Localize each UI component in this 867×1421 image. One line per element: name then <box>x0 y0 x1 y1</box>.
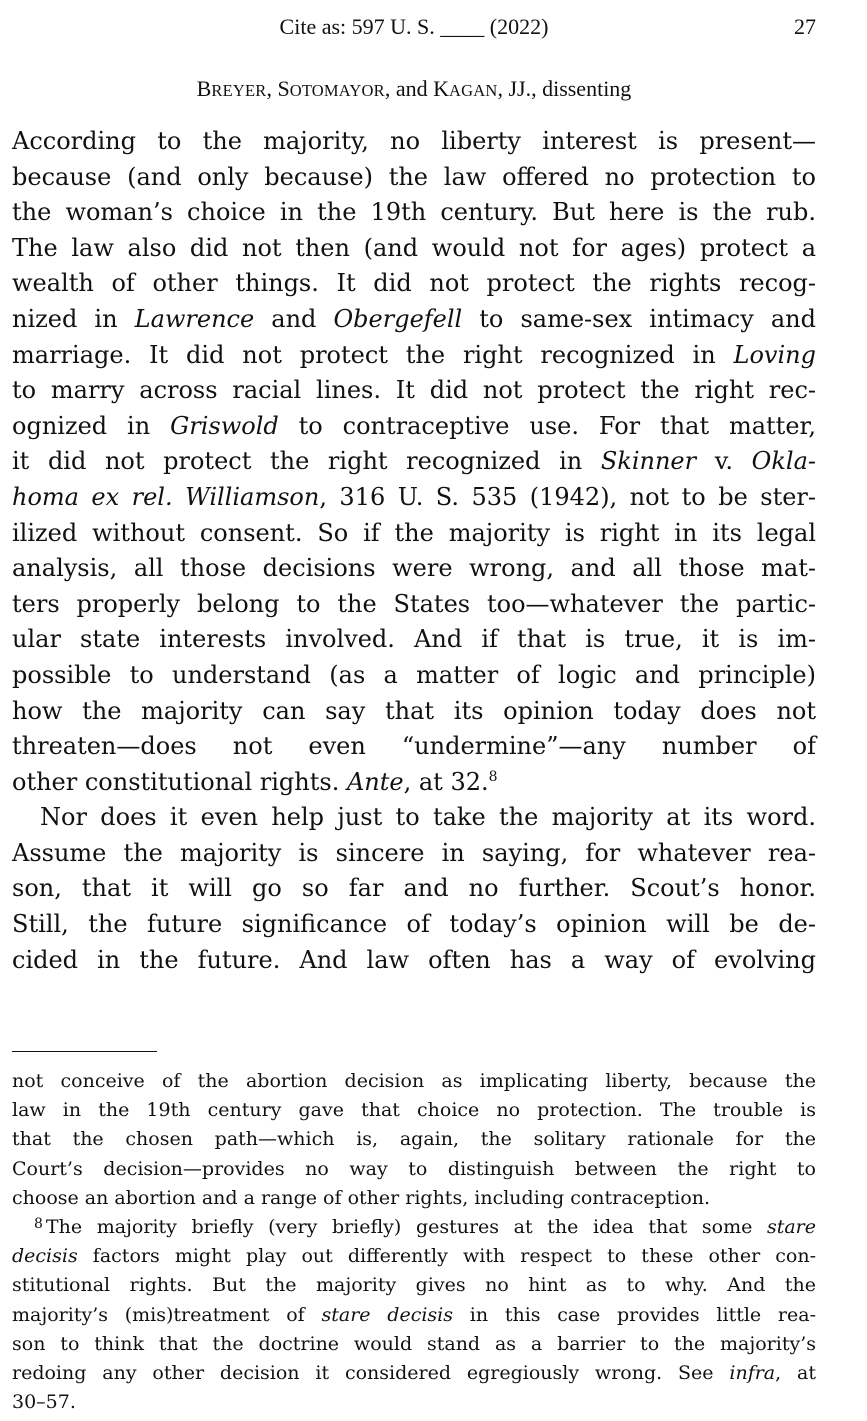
name-sotomayor-smallcaps: OTOMAYOR <box>289 81 385 100</box>
text-line: to marry across racial lines. It did not protect the right rec- <box>12 376 816 405</box>
text-run: , 316 U. S. 535 (1942), not to be ster- <box>319 482 816 511</box>
text-line <box>12 302 816 338</box>
text-run: it did not protect the right recognized in <box>12 447 601 476</box>
initial-b: B <box>196 76 212 101</box>
text-line <box>12 480 816 516</box>
text-run: marriage. It did not protect the right recognized in <box>12 340 734 369</box>
footnote-line: law in the 19th century gave that choice no protection. The trouble is <box>12 1099 816 1122</box>
text-line: analysis, all those decisions were wrong, and all those mat- <box>12 554 816 583</box>
case-name-williamson: homa ex rel. Williamson <box>12 482 320 511</box>
text-line: Nor does it even help just to take the majority at its word. <box>40 803 816 832</box>
footnote-line <box>12 1359 816 1388</box>
footnote-line <box>12 1242 816 1271</box>
text-run: other constitutional rights. <box>12 767 347 796</box>
name-breyer-smallcaps: REYER <box>211 81 267 100</box>
footnote-line: that the chosen path—which is, again, the solitary rationale for the <box>12 1128 816 1151</box>
footnote-8-line <box>12 1213 816 1242</box>
case-name-oklahoma: Okla- <box>751 447 816 476</box>
text-line: son, that it will go so far and no further. Scout’s honor. <box>12 874 816 903</box>
case-name-griswold: Griswold <box>170 411 279 440</box>
latin-term: stare <box>766 1215 816 1238</box>
text-run: The majority briefly (very briefly) gestures at the idea that some <box>45 1215 767 1238</box>
text-run: factors might play out differently with respect to these other con- <box>77 1245 816 1268</box>
text-line: Still, the future significance of today’s opinion will be de- <box>12 910 816 939</box>
text-run: to same-sex intimacy and <box>462 304 816 333</box>
footnote-line: not conceive of the abortion decision as implicating liberty, because the <box>12 1070 816 1092</box>
footnote-line: stitutional rights. But the majority gives no hint as to why. And the <box>12 1274 816 1297</box>
text-line: wealth of other things. It did not protect the rights recog- <box>12 269 816 298</box>
text-line: because (and only because) the law offered no protection to <box>12 162 816 191</box>
justices-dissenting-header: BREYER, SOTOMAYOR, and KAGAN, JJ., dissenting <box>196 76 632 101</box>
text-line <box>12 444 816 480</box>
text-line <box>12 338 816 374</box>
text-run: in this case provides little rea- <box>453 1303 817 1326</box>
text-line <box>12 765 816 801</box>
text-run: and <box>254 304 334 333</box>
text-line: the woman’s choice in the 19th century. But here is the rub. <box>12 198 816 227</box>
case-name-skinner: Skinner <box>600 447 697 476</box>
text-line: ular state interests involved. And if that is true, it is im- <box>12 625 816 654</box>
footnote-number-8: 8 <box>34 1215 43 1232</box>
text-line: possible to understand (as a matter of logic and principle) <box>12 660 816 689</box>
text-line: Assume the majority is sincere in saying, for whatever rea- <box>12 838 816 867</box>
footnote-line <box>12 1301 816 1330</box>
text-run: nized in <box>12 304 135 333</box>
footnote-line: Court’s decision—provides no way to distinguish between the right to <box>12 1157 816 1180</box>
text-run: majority’s (mis)treatment of <box>12 1303 322 1326</box>
text-line: ters properly belong to the States too—whatever the partic- <box>12 589 816 618</box>
text-line: cided in the future. And law often has a way of evolving <box>12 945 816 974</box>
text-run: to contraceptive use. For that matter, <box>278 411 816 440</box>
footnotes <box>12 1067 816 1417</box>
page-number: 27 <box>794 14 816 39</box>
dissenting-text: , JJ., dissenting <box>497 76 632 101</box>
text-run: v. <box>696 447 752 476</box>
infra-citation: infra <box>729 1361 776 1384</box>
running-header <box>12 14 816 42</box>
ante-citation: Ante <box>346 767 404 796</box>
footnote-divider <box>12 1051 157 1052</box>
text-line: ilized without consent. So if the majority is right in its legal <box>12 518 816 547</box>
text-line: how the majority can say that its opinion today does not <box>12 696 816 725</box>
latin-term: stare decisis <box>321 1303 453 1326</box>
text-run: ognized in <box>12 411 171 440</box>
citation-header: Cite as: 597 U. S. ____ (2022) <box>279 14 549 39</box>
footnote-reference-8[interactable]: 8 <box>488 768 498 785</box>
footnote-line: son to think that the doctrine would stand as a barrier to the majority’s <box>12 1332 816 1355</box>
latin-term: decisis <box>12 1245 78 1268</box>
initial-s: S <box>277 76 290 101</box>
text-line: threaten—does not even “undermine”—any number of <box>12 732 816 761</box>
initial-k: K <box>433 76 449 101</box>
text-line: The law also did not then (and would not for ages) protect a <box>12 233 816 262</box>
footnote-line: choose an abortion and a range of other rights, including contraception. <box>12 1186 711 1209</box>
name-kagan-smallcaps: AGAN <box>448 81 498 100</box>
case-name-loving: Loving <box>733 340 816 369</box>
footnote-line: 30–57. <box>12 1391 76 1414</box>
text-line <box>12 409 816 445</box>
case-name-obergefell: Obergefell <box>333 304 463 333</box>
text-run: , at 32. <box>403 767 489 796</box>
text-line: According to the majority, no liberty interest is present— <box>12 127 816 155</box>
and-text: , and <box>384 76 434 101</box>
case-name-lawrence: Lawrence <box>134 304 255 333</box>
text-run: redoing any other decision it considered egregiously wrong. See <box>12 1361 730 1384</box>
main-text <box>12 124 816 978</box>
text-run: , at <box>775 1361 816 1384</box>
